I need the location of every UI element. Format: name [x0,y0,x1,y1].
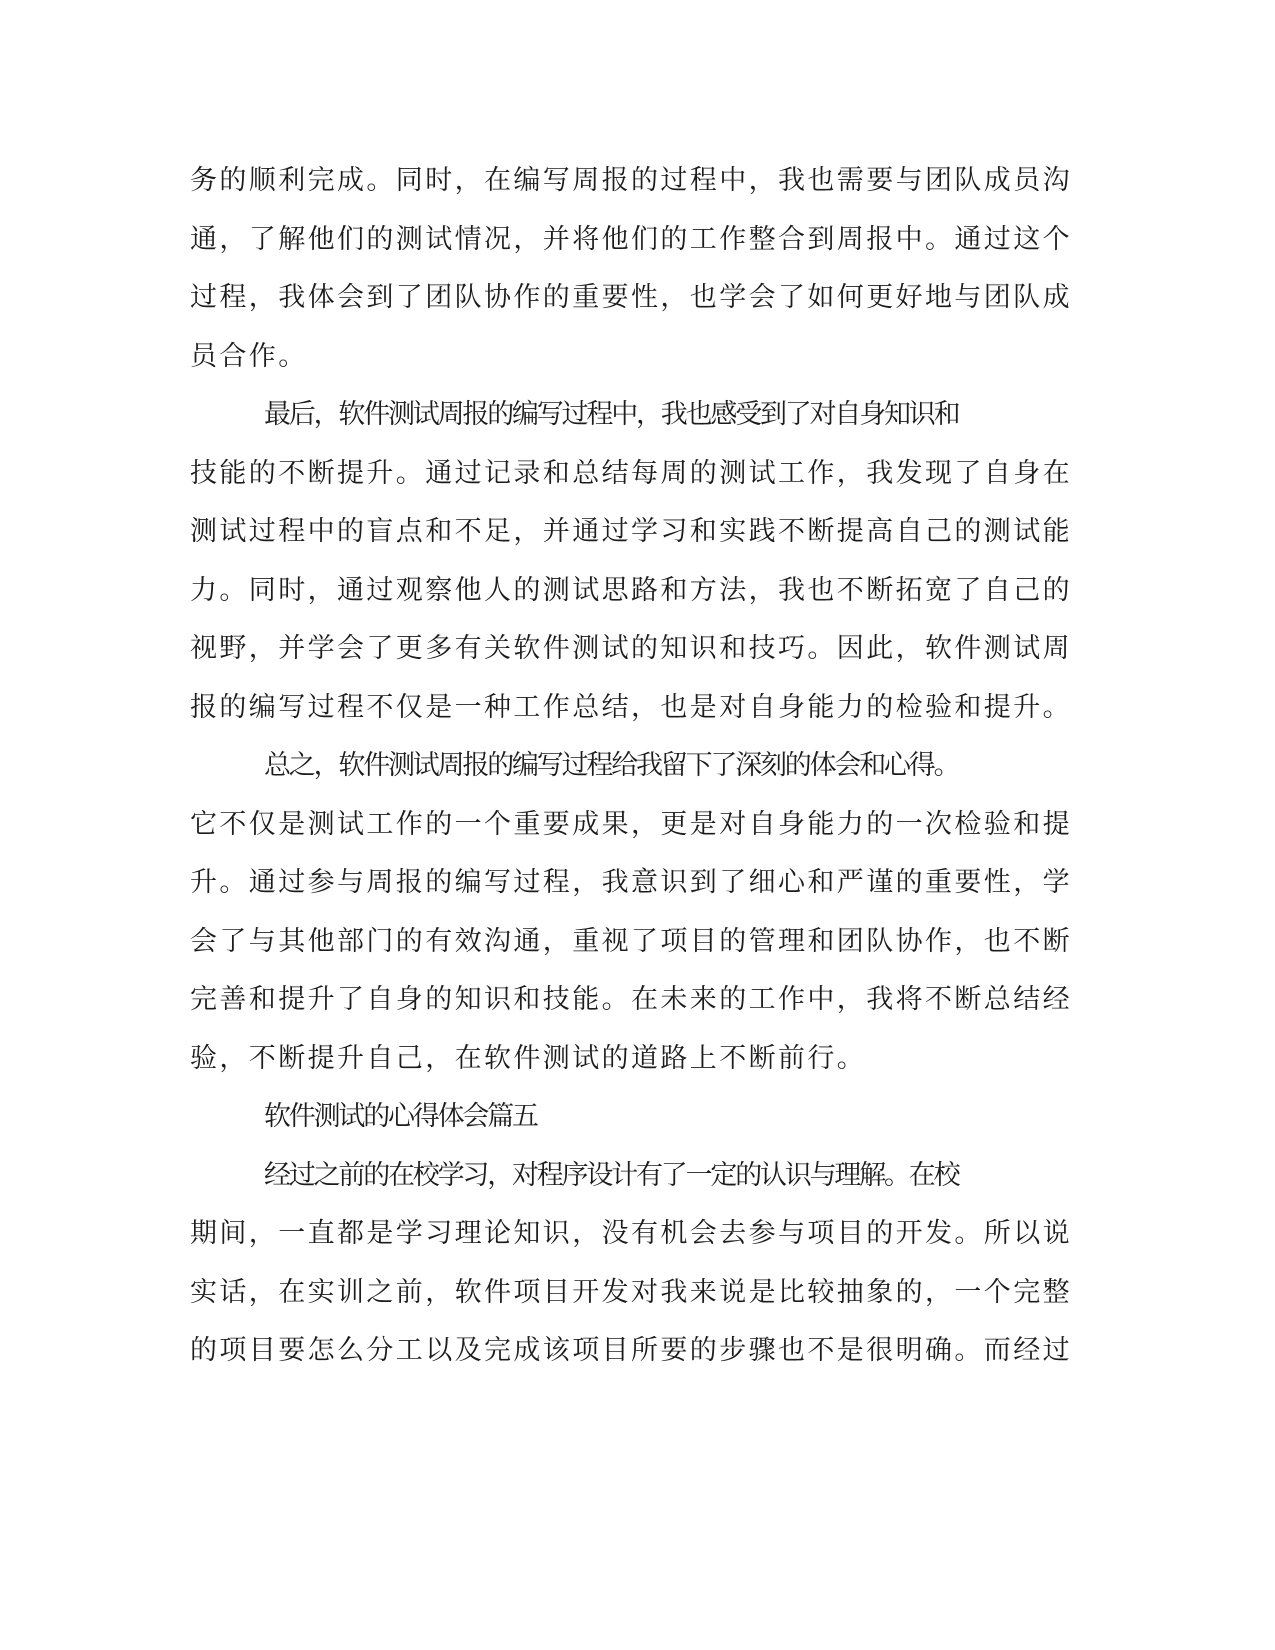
text-line: 期间，一直都是学习理论知识，没有机会去参与项目的开发。所以说 [190,1218,1072,1249]
text-line: 升。通过参与周报的编写过程，我意识到了细心和严谨的重要性，学 [190,867,1072,898]
text-line: 力。同时，通过观察他人的测试思路和方法，我也不断拓宽了自己的 [190,575,1072,606]
text-line: 完善和提升了自身的知识和技能。在未来的工作中，我将不断总结经 [190,984,1072,1015]
text-line: 务的顺利完成。同时，在编写周报的过程中，我也需要与团队成员沟 [190,165,1072,196]
text-line: 报的编写过程不仅是一种工作总结，也是对自身能力的检验和提升。 [190,692,1072,723]
text-line: 技能的不断提升。通过记录和总结每周的测试工作，我发现了自身在 [190,458,1072,489]
paragraph-first-line: 总之，软件测试周报的编写过程给我留下了深刻的体会和心得。 [264,750,959,781]
text-line: 的项目要怎么分工以及完成该项目所要的步骤也不是很明确。而经过 [190,1335,1072,1366]
section-heading: 软件测试的心得体会篇五 [264,1101,537,1132]
text-line: 视野，并学会了更多有关软件测试的知识和技巧。因此，软件测试周 [190,633,1072,664]
text-line: 过程，我体会到了团队协作的重要性，也学会了如何更好地与团队成 [190,282,1072,313]
text-line: 它不仅是测试工作的一个重要成果，更是对自身能力的一次检验和提 [190,809,1072,840]
text-line: 测试过程中的盲点和不足，并通过学习和实践不断提高自己的测试能 [190,516,1072,547]
paragraph-first-line: 经过之前的在校学习，对程序设计有了一定的认识与理解。在校 [264,1160,959,1191]
text-line: 验，不断提升自己，在软件测试的道路上不断前行。 [190,1043,867,1074]
text-line: 员合作。 [190,341,308,372]
text-line: 实话，在实训之前，软件项目开发对我来说是比较抽象的，一个完整 [190,1277,1072,1308]
text-line: 通，了解他们的测试情况，并将他们的工作整合到周报中。通过这个 [190,224,1072,255]
text-line: 会了与其他部门的有效沟通，重视了项目的管理和团队协作，也不断 [190,926,1072,957]
paragraph-first-line: 最后，软件测试周报的编写过程中，我也感受到了对自身知识和 [264,399,959,430]
